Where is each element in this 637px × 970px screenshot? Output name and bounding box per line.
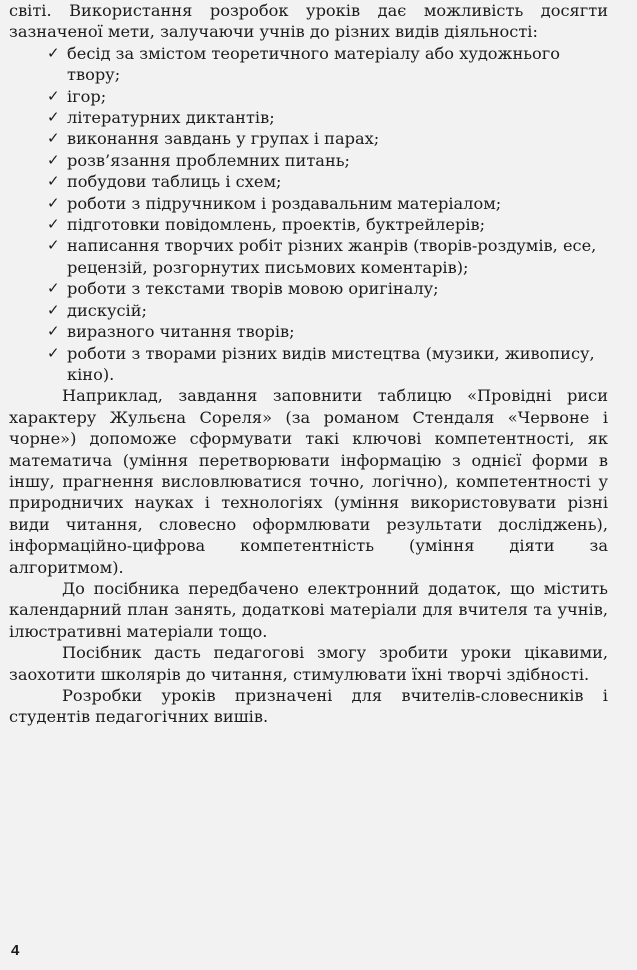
checkmark-icon: ✓ [47, 193, 60, 212]
checkmark-icon: ✓ [47, 215, 60, 234]
list-item [47, 43, 608, 86]
checkmark-icon: ✓ [47, 150, 60, 169]
list-item-text: дискусій; [67, 300, 147, 320]
list-item-text: бесід за змістом теоретичного матеріалу або художнього твору; [67, 43, 561, 85]
example-paragraph: Наприклад, завдання заповнити таблицю «Провідні риси характеру Жульєна Сореля» (за романом Стендаля «Червоне і чорне») допоможе сформувати такі ключові компетентності, як математича (уміння перетворювати інформацію з однієї форми в іншу, прагнення висловлюватися точно, логічно), компетентності у природничих науках і технологіях (уміння використовувати різні види читання, словесно оформлювати результати досліджень), інформаційно-цифрова компетентність (уміння діяти за алгоритмом). [9, 386, 608, 577]
list-item [47, 150, 608, 171]
list-item [47, 235, 608, 278]
list-item [47, 86, 608, 107]
checkmark-icon: ✓ [47, 129, 60, 148]
list-item-text: літературних диктантів; [67, 108, 275, 128]
checkmark-icon: ✓ [47, 43, 60, 62]
checkmark-icon: ✓ [47, 108, 60, 127]
list-item-text: написання творчих робіт різних жанрів (творів-роздумів, есе, рецензій, розгорнутих письмових коментарів); [67, 236, 597, 277]
activities-list [9, 43, 608, 386]
checkmark-icon: ✓ [47, 86, 60, 105]
list-item-text: підготовки повідомлень, проектів, буктрейлерів; [67, 215, 486, 235]
supplement-paragraph: До посібника передбачено електронний додаток, що містить календарний план занять, додаткові матеріали для вчителя та учнів, ілюстративні матеріали тощо. [9, 578, 608, 641]
intro-paragraph: світі. Використання розробок уроків дає можливість досягти зазначеної мети, залучаючи учнів до різних видів діяльності: [9, 1, 608, 42]
checkmark-icon: ✓ [47, 236, 60, 255]
list-item-text: роботи з підручником і роздавальним матеріалом; [67, 193, 502, 213]
list-item [47, 300, 608, 321]
benefit-paragraph: Посібник дасть педагогові змогу зробити уроки цікавими, заохотити школярів до читання, стимулювати їхні творчі здібності. [9, 643, 608, 684]
list-item [47, 107, 608, 128]
list-item [47, 321, 608, 342]
page-content [9, 0, 608, 728]
list-item-text: роботи з текстами творів мовою оригіналу; [67, 279, 439, 299]
list-item [47, 278, 608, 299]
list-item-text: ігор; [67, 86, 107, 106]
list-item-text: роботи з творами різних видів мистецтва (музики, живопису, кіно). [67, 343, 595, 384]
list-item-text: виразного читання творів; [67, 322, 295, 342]
list-item [47, 193, 608, 214]
checkmark-icon: ✓ [47, 279, 60, 298]
list-item [47, 343, 608, 386]
page-number: 4 [11, 942, 20, 959]
checkmark-icon: ✓ [47, 300, 60, 319]
checkmark-icon: ✓ [47, 322, 60, 341]
list-item-text: побудови таблиць і схем; [67, 172, 282, 192]
list-item [47, 128, 608, 149]
list-item [47, 171, 608, 192]
checkmark-icon: ✓ [47, 172, 60, 191]
list-item [47, 214, 608, 235]
list-item-text: розв’язання проблемних питань; [67, 150, 351, 170]
list-item-text: виконання завдань у групах і парах; [67, 129, 380, 149]
checkmark-icon: ✓ [47, 343, 60, 362]
audience-paragraph: Розробки уроків призначені для вчителів-словесників і студентів педагогічних вишів. [9, 686, 608, 727]
